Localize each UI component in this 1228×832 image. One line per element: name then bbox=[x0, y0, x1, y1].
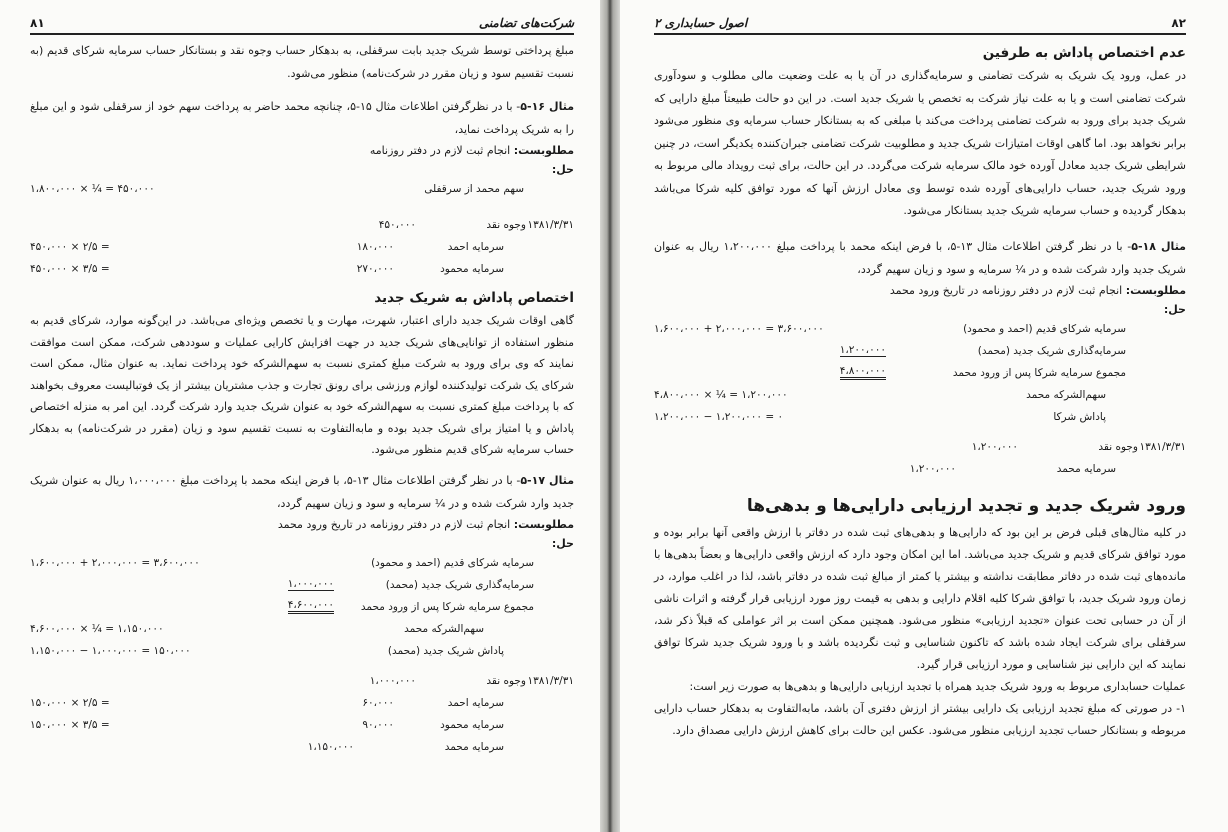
page-number: ۸۲ bbox=[1171, 16, 1186, 30]
calc-row bbox=[654, 406, 1186, 428]
calc-value: ۴،۸۰۰،۰۰۰ × ¼ = ۱،۲۰۰،۰۰۰ bbox=[654, 388, 788, 401]
journal-date: ۱۳۸۱/۳/۳۱ bbox=[527, 219, 574, 231]
calc-label: سرمایه شرکای قدیم (احمد و محمود) bbox=[371, 556, 534, 569]
calc-label: سرمایه‌گذاری شریک جدید (محمد) bbox=[385, 578, 534, 591]
calc-row bbox=[30, 596, 574, 618]
example-17-requirement bbox=[30, 515, 574, 535]
calc-row bbox=[30, 552, 574, 574]
operations-paragraph: عملیات حسابداری مربوط به ورود شریک جدید همراه با تجدید ارزیابی دارایی‌ها و بدهی‌ها به صورت زیر است: bbox=[689, 679, 1186, 693]
requirement-label: مطلوبست: bbox=[513, 144, 574, 157]
goodwill-calc: ۱،۸۰۰،۰۰۰ × ¼ = ۴۵۰،۰۰۰ bbox=[30, 183, 155, 195]
journal-account: وجوه نقد bbox=[486, 219, 526, 231]
journal-account: وجوه نقد bbox=[486, 674, 526, 687]
left-page-header bbox=[30, 8, 574, 35]
journal-row bbox=[30, 214, 574, 236]
journal-row bbox=[30, 736, 574, 758]
section-paragraph: گاهی اوقات شریک جدید دارای اعتبار، شهرت، مهارت و یا تخصص ویژه‌ای می‌باشد. در این‌گونه موارد، شرکای قدیم به منظور استفاده از توانایی‌های شریک جدید در جهت افزایش کارایی عملیات و سوددهی شرکت، ممکن است موافقت نمایند که وی برای ورود به شرکت مبلغ کمتری نسبت به سهم‌الشرکه خود پرداخت نماید. به عنوان مثال، ممکن است شرکای یک شرکت تولیدکننده لوازم ورزشی برای رونق تجارت و جذب مشتریان بیشتر از یک فوتبالیست معروف بخواهند که با پرداخت مبلغ کمتری نسبت به سهم‌الشرکه خود به عنوان شریک جدید وارد شرکت گردد. این امر به منزله اختصاص پاداش و یا امتیاز برای شریک جدید بوده و مابه‌التفاوت به نسبت تقسیم سود و زیان (مقرر در شرکت‌نامه) به بدهکار حساب سرمایه شرکای قدیم منظور می‌شود. bbox=[30, 314, 574, 456]
example-16 bbox=[30, 95, 574, 141]
book-gutter bbox=[600, 0, 620, 832]
journal-row bbox=[30, 236, 574, 258]
calc-label: سرمایه شرکای قدیم (احمد و محمود) bbox=[963, 322, 1126, 335]
example-18-label: مثال ۱۸-۵ bbox=[1131, 239, 1186, 253]
calc-value: ۱،۶۰۰،۰۰۰ + ۲،۰۰۰،۰۰۰ = ۳،۶۰۰،۰۰۰ bbox=[30, 556, 200, 569]
calc-row bbox=[30, 574, 574, 596]
solution-label: حل: bbox=[551, 163, 574, 176]
intro-paragraph: مبلغ پرداختی توسط شریک جدید بابت سرقفلی، به بدهکار حساب وجوه نقد و بستانکار حساب سرمایه شرکای قدیم (به نسبت تقسیم سود و زیان مقرر در شرکت‌نامه) منظور می‌شود. bbox=[30, 44, 574, 80]
calc-value: ۱،۶۰۰،۰۰۰ + ۲،۰۰۰،۰۰۰ = ۳،۶۰۰،۰۰۰ bbox=[654, 322, 824, 335]
example-16-label: مثال ۱۶-۵ bbox=[520, 100, 575, 113]
calc-value: ۱،۲۰۰،۰۰۰ − ۱،۲۰۰،۰۰۰ = ۰ bbox=[654, 410, 784, 423]
example-18 bbox=[654, 235, 1186, 281]
journal-row bbox=[30, 670, 574, 692]
section-title: اختصاص پاداش به شریک جدید bbox=[374, 290, 574, 306]
journal-credit: ۹۰،۰۰۰ bbox=[362, 718, 394, 731]
journal-credit: ۱،۲۰۰،۰۰۰ bbox=[909, 462, 956, 475]
calc-label: سهم‌الشرکه محمد bbox=[1026, 388, 1106, 401]
journal-account: سرمایه احمد bbox=[447, 241, 504, 253]
journal-debit: ۴۵۰،۰۰۰ bbox=[378, 219, 416, 231]
requirement-text: انجام ثبت لازم در دفتر روزنامه bbox=[369, 144, 511, 157]
page-number: ۸۱ bbox=[30, 16, 45, 30]
journal-account: سرمایه محمد bbox=[444, 740, 504, 753]
example-18-requirement bbox=[654, 281, 1186, 301]
right-page-header bbox=[654, 8, 1186, 35]
journal-account: سرمایه احمد bbox=[447, 696, 504, 709]
journal-credit: ۶۰،۰۰۰ bbox=[362, 696, 394, 709]
calc-row bbox=[30, 618, 574, 640]
calc-label: سهم‌الشرکه محمد bbox=[404, 622, 484, 635]
solution-label: حل: bbox=[551, 536, 574, 550]
journal-debit: ۱،۲۰۰،۰۰۰ bbox=[971, 440, 1018, 453]
journal-calc: ۱۵۰،۰۰۰ × ۳/۵ = bbox=[30, 718, 110, 731]
journal-row bbox=[654, 458, 1186, 480]
journal-account: سرمایه محمود bbox=[440, 718, 504, 731]
major-section-paragraph: در کلیه مثال‌های قبلی فرض بر این بود که دارایی‌ها و بدهی‌های ثبت شده در دفاتر با ارزش واقعی آنها برابر بوده و مورد توافق شرکای قدیم و شریک جدید می‌باشد. اما این امکان وجود دارد که ارزش واقعی دارایی‌ها و بعضاً بدهی‌ها با مانده‌های ثبت شده در دفاتر مطابقت نداشته و بیشتر یا کمتر از مبالغ ثبت شده در دفاتر باشد، لذا در اغلب موارد، در زمان ورود شریک جدید، با توافق شرکا کلیه اقلام دارایی و بدهی به قیمت روز مورد ارزیابی قرار گرفته و اثرات ناشی از آن در حسابی تحت عنوان «تجدید ارزیابی» منظور می‌شود. همچنین ممکن است بر اثر عواملی که قبلاً ذکر شد، سرقفلی برای شرکت ایجاد شده باشد که تاکنون شناسایی و ثبت نگردیده باشد و با ورود شریک جدید شرکا توافق نمایند که این دارایی نیز شناسایی و مورد ارزیابی قرار گیرد. bbox=[654, 525, 1186, 671]
journal-credit: ۲۷۰،۰۰۰ bbox=[356, 263, 394, 275]
goodwill-row bbox=[30, 178, 574, 200]
journal-account: سرمایه محمود bbox=[440, 263, 504, 275]
calc-label: پاداش شرکا bbox=[1053, 410, 1106, 423]
running-title: اصول حسابداری ۲ bbox=[654, 16, 748, 30]
major-section-title: ورود شریک جدید و تجدید ارزیابی دارایی‌ها و بدهی‌ها bbox=[746, 495, 1186, 516]
calc-label: مجموع سرمایه شرکا پس از ورود محمد bbox=[952, 366, 1126, 379]
goodwill-label: سهم محمد از سرقفلی bbox=[424, 183, 524, 195]
journal-debit: ۱،۰۰۰،۰۰۰ bbox=[369, 674, 416, 687]
list-item: ۱- در صورتی که مبلغ تجدید ارزیابی یک دارایی بیشتر از ارزش دفتری آن باشد، مابه‌التفاوت به بدهکار حساب دارایی مربوطه و بستانکار حساب تجدید ارزیابی منظور می‌شود. عکس این حالت برای کاهش ارزش دارایی مصداق دارد. bbox=[654, 701, 1186, 737]
example-18-text: - با در نظر گرفتن اطلاعات مثال ۱۳-۵، با فرض اینکه محمد با پرداخت مبلغ ۱،۲۰۰،۰۰۰ ریال به عنوان شریک جدید وارد شرکت شده و در ¼ سرمایه و سود و زیان سهیم گردد، bbox=[654, 239, 1186, 276]
example-17-text: - با در نظر گرفتن اطلاعات مثال ۱۳-۵، با فرض اینکه محمد با پرداخت مبلغ ۱،۰۰۰،۰۰۰ ریال به عنوان شریک جدید وارد شرکت شده و در ¼ سرمایه و سود و زیان سهیم گردد، bbox=[30, 473, 574, 510]
requirement-text: انجام ثبت لازم در دفتر روزنامه در تاریخ ورود محمد bbox=[889, 283, 1123, 297]
running-title: شرکت‌های تضامنی bbox=[478, 16, 574, 30]
journal-date: ۱۳۸۱/۳/۳۱ bbox=[1139, 440, 1186, 453]
calc-label: مجموع سرمایه شرکا پس از ورود محمد bbox=[360, 600, 534, 613]
journal-credit: ۱۸۰،۰۰۰ bbox=[356, 241, 394, 253]
journal-calc: ۱۵۰،۰۰۰ × ۲/۵ = bbox=[30, 696, 110, 709]
right-page bbox=[620, 0, 1228, 832]
calc-value: ۱،۲۰۰،۰۰۰ bbox=[839, 344, 886, 356]
calc-row bbox=[654, 318, 1186, 340]
section-title: عدم اختصاص پاداش به طرفین bbox=[982, 45, 1186, 61]
calc-value: ۱،۰۰۰،۰۰۰ bbox=[287, 578, 334, 590]
journal-account: سرمایه محمد bbox=[1056, 462, 1116, 475]
requirement-text: انجام ثبت لازم در دفتر روزنامه در تاریخ ورود محمد bbox=[277, 517, 511, 531]
calc-row bbox=[654, 384, 1186, 406]
section-paragraph: در عمل، ورود یک شریک به شرکت تضامنی و سرمایه‌گذاری در آن یا به علت وضعیت مالی مطلوب و سودآوری شرکت تضامنی است و یا به علت نیاز شرکت به تخصص یا شریک جدید است. در این دو حالت طبیعتاً مبلغ دارایی که شریک جدید برای ورود به شرکت تضامنی پرداخت می‌کند با مبلغی که به بستانکار حساب سرمایه وی منظور می‌شود برابر نخواهد بود. اما گاهی اوقات امتیازات شریک جدید و مطلوبیت شرکت تضامنی جبران‌کننده یکدیگر است، در چنین شرایطی شریک جدید معادل آورده خود مالک سرمایه شرکت می‌گردد. در این حالت، برای ثبت رویداد مالی مربوط به ورود شریک جدید، حساب دارایی‌های آورده شده توسط وی معادل ارزش آنها که مورد توافق کلیه شرکا می‌باشد بدهکار گردیده و حساب سرمایه شریک جدید بستانکار می‌شود. bbox=[654, 69, 1186, 217]
journal-date: ۱۳۸۱/۳/۳۱ bbox=[527, 674, 574, 687]
journal-row bbox=[30, 258, 574, 280]
calc-value: ۴،۶۰۰،۰۰۰ bbox=[288, 599, 334, 614]
requirement-label: مطلوبست: bbox=[1125, 283, 1186, 297]
calc-label: سرمایه‌گذاری شریک جدید (محمد) bbox=[977, 344, 1126, 357]
journal-account: وجوه نقد bbox=[1098, 440, 1138, 453]
journal-calc: ۴۵۰،۰۰۰ × ۲/۵ = bbox=[30, 241, 110, 253]
journal-row bbox=[30, 714, 574, 736]
left-page bbox=[0, 0, 600, 832]
calc-row bbox=[654, 340, 1186, 362]
journal-row bbox=[30, 692, 574, 714]
solution-label: حل: bbox=[1163, 302, 1186, 316]
calc-value: ۴،۶۰۰،۰۰۰ × ¼ = ۱،۱۵۰،۰۰۰ bbox=[30, 622, 164, 635]
calc-row bbox=[654, 362, 1186, 384]
calc-label: پاداش شریک جدید (محمد) bbox=[387, 644, 504, 657]
example-17 bbox=[30, 469, 574, 515]
journal-calc: ۴۵۰،۰۰۰ × ۳/۵ = bbox=[30, 263, 110, 275]
calc-row bbox=[30, 640, 574, 662]
journal-row bbox=[654, 436, 1186, 458]
example-17-label: مثال ۱۷-۵ bbox=[520, 473, 575, 487]
example-16-text: - با در نظرگرفتن اطلاعات مثال ۱۵-۵، چنانچه محمد حاضر به پرداخت سهم خود از سرقفلی شود و این مبلغ را به شریک پرداخت نماید، bbox=[30, 100, 574, 136]
example-16-requirement bbox=[30, 141, 574, 161]
requirement-label: مطلوبست: bbox=[513, 517, 574, 531]
calc-value: ۴،۸۰۰،۰۰۰ bbox=[840, 365, 886, 380]
journal-credit: ۱،۱۵۰،۰۰۰ bbox=[307, 740, 354, 753]
calc-value: ۱،۱۵۰،۰۰۰ − ۱،۰۰۰،۰۰۰ = ۱۵۰،۰۰۰ bbox=[30, 644, 191, 657]
